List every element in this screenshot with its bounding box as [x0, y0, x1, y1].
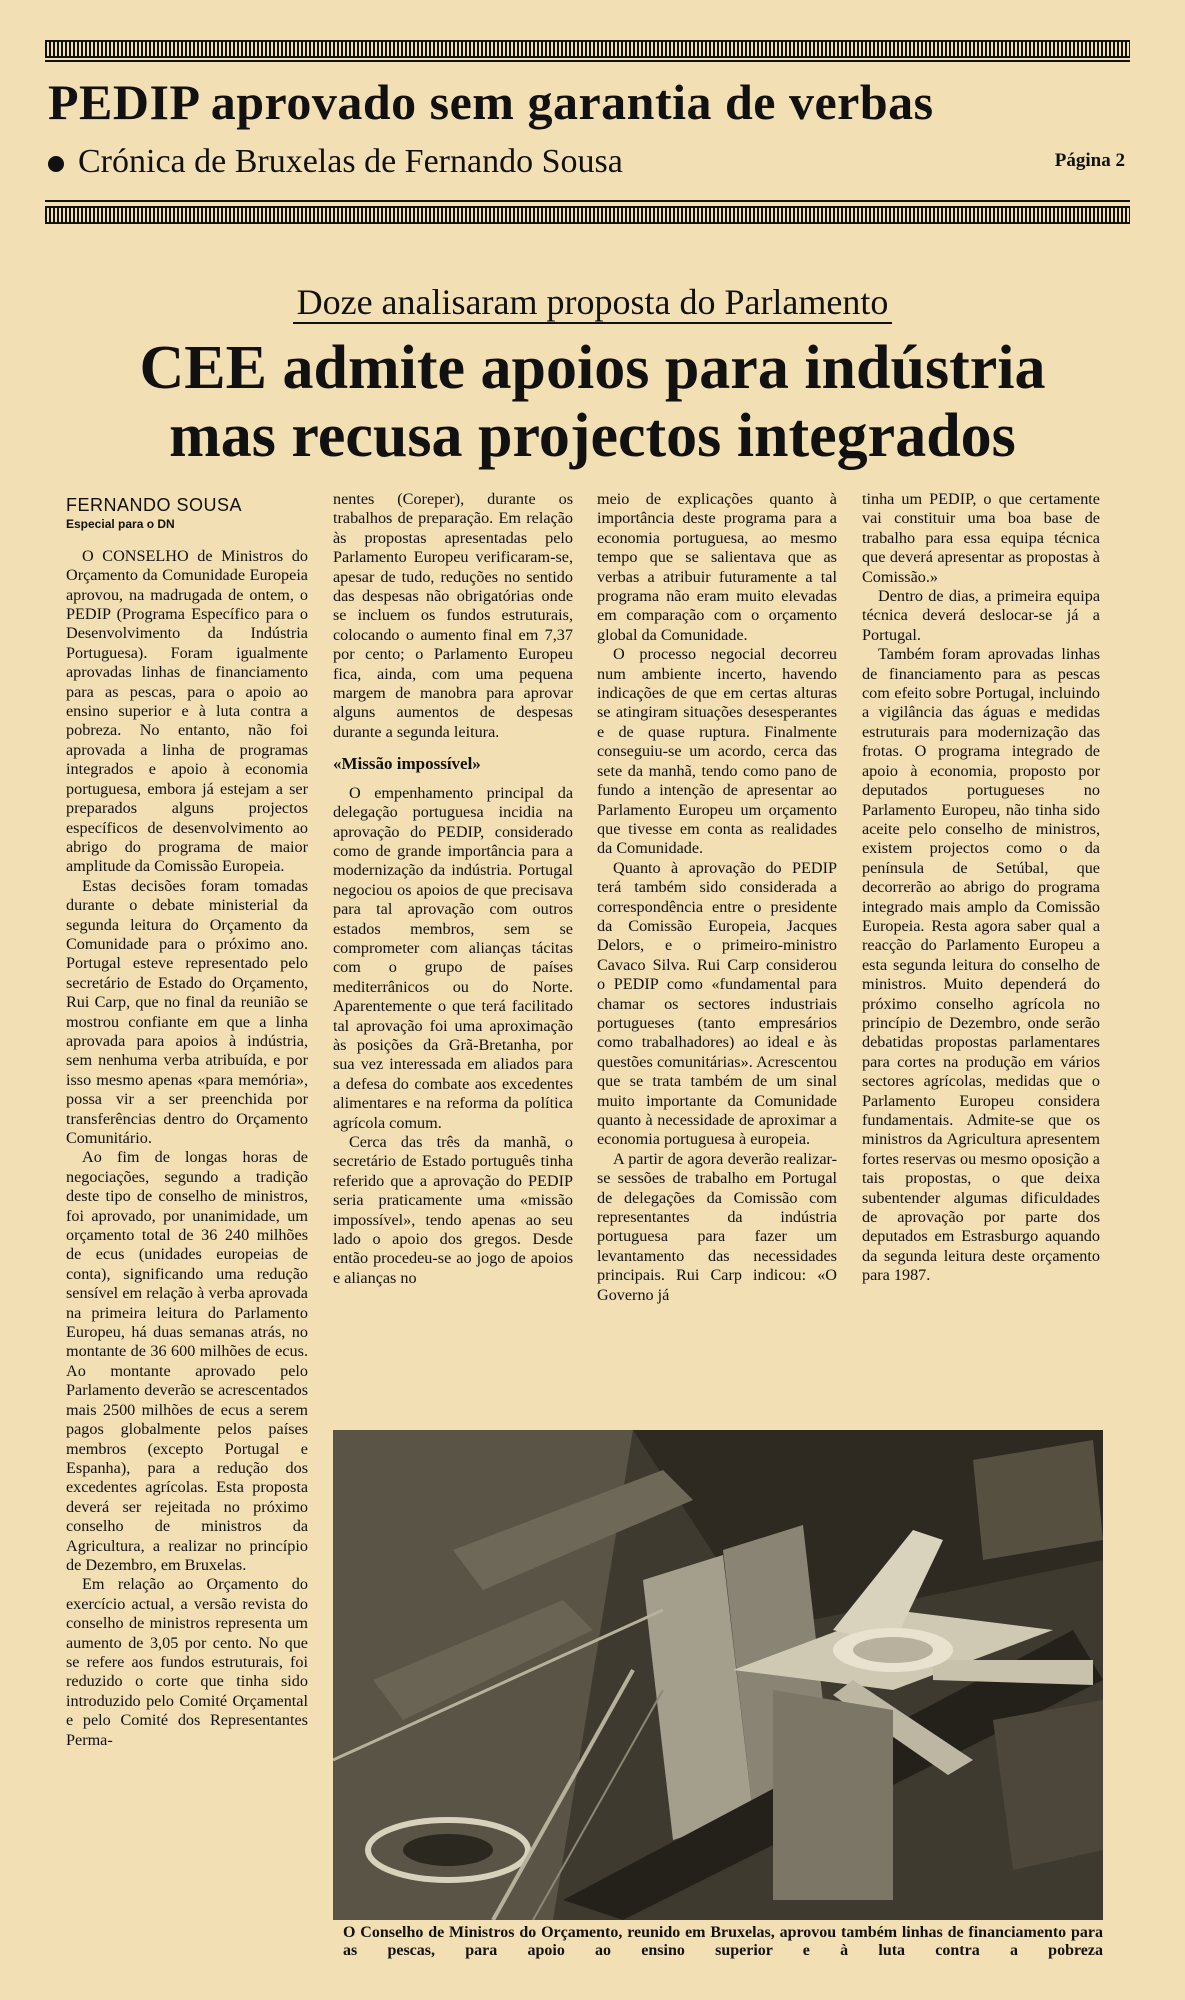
paragraph: Em relação ao Orçamento do exercício actual, a versão revista do conselho de ministros representa um aumento de 3,05 por cento. No que se refere aos fundos estruturais, foi reduzido o corte que tinha sido introduzido pelo Comité Orçamental e pelo Comité dos Representantes Perma- [66, 1575, 308, 1749]
column-1 [66, 490, 308, 1750]
top-thin-rule [45, 60, 1130, 62]
kicker-text: Doze analisaram proposta do Parlamento [293, 282, 893, 324]
headline-line-2: mas recusa projectos integrados [169, 402, 1016, 470]
paragraph: Cerca das três da manhã, o secretário de Estado português tinha referido que a aprovação do PEDIP seria praticamente uma «missão impossível», tendo apenas ao seu lado o apoio dos gregos. Desde então procedeu-se ao jogo de apoios e alianças no [333, 1133, 573, 1287]
banner-subline [48, 140, 623, 184]
banner-subline-text: Crónica de Bruxelas de Fernando Sousa [78, 143, 623, 180]
bottom-rule [45, 206, 1130, 224]
column-3 [597, 490, 837, 1305]
top-rule [45, 40, 1130, 58]
banner-page-ref: Página 2 [1054, 150, 1125, 171]
paragraph: Estas decisões foram tomadas durante o debate ministerial da segunda leitura do Orçamento da Comunidade para o próximo ano. Portugal esteve representado pelo secretário de Estado do Orçamento, Rui Carp, que no final da reunião se mostrou confiante em que a linha aprovada para apoios à indústria, sem nenhuma verba atribuída, e por isso mesmo apenas «para memória», possa vir a ser preenchida por transferências dentro do Orçamento Comunitário. [66, 876, 308, 1147]
paragraph: Também foram aprovadas linhas de financiamento para as pescas com efeito sobre Portugal, incluindo a vigilância das águas e medidas estruturais para modernização das frotas. O programa integrado de apoio à economia, proposto por deputados portugueses no Parlamento Europeu, não tinha sido aceite pelo conselho de ministros, existem projectos como o da península de Setúbal, que decorrerão ao abrigo do programa integrado mais amplo da Comissão Europeia. Resta agora saber qual a reacção do Parlamento Europeu a esta segunda leitura do conselho de ministros. Muito dependerá do próximo conselho agrícola no princípio de Dezembro, onde serão debatidas propostas parlamentares para cortes na produção em vários sectores agrícolas, medidas que o Parlamento Europeu considera fundamentais. Admite-se que os ministros da Agricultura apresentem fortes reservas ou mesmo oposição a tais propostas, o que deixa subentender algumas dificuldades de aprovação por parte dos deputados em Estrasburgo aquando da segunda leitura deste orçamento para 1987. [862, 645, 1100, 1285]
paragraph: meio de explicações quanto à importância deste programa para a economia portuguesa, ao mesmo tempo que se salientava que as verbas a atribuir futuramente a tal programa não eram muito elevadas em comparação com o orçamento global da Comunidade. [597, 490, 837, 644]
aerial-photo-image [333, 1430, 1103, 1920]
headline [20, 334, 1165, 470]
bottom-thin-rule [45, 200, 1130, 202]
paragraph: A partir de agora deverão realizar-se sessões de trabalho em Portugal de delegações da Comissão com representantes da indústria portuguesa para fazer um levantamento das necessidades principais. Rui Carp indicou: «O Governo já [597, 1149, 837, 1304]
bullet-icon [48, 156, 64, 172]
byline: FERNANDO SOUSA [66, 495, 243, 515]
photo-caption: O Conselho de Ministros do Orçamento, reunido em Bruxelas, aprovou também linhas de financiamento para as pescas, para apoio ao ensino superior e à luta contra a pobreza [343, 1924, 1103, 1959]
paragraph: nentes (Coreper), durante os trabalhos de preparação. Em relação às propostas apresentadas pelo Parlamento Europeu verificaram-se, apesar de tudo, reduções no sentido das despesas não obrigatórias onde se incluem os fundos estruturais, colocando o aumento final em 7,37 por cento; o Parlamento Europeu fica, ainda, com uma pequena margem de manobra para aprovar alguns aumentos de despesas durante a segunda leitura. [333, 490, 573, 741]
paragraph: Dentro de dias, a primeira equipa técnica deverá deslocar-se já a Portugal. [862, 587, 1100, 644]
paragraph: Quanto à aprovação do PEDIP terá também sido considerada a correspondência entre o presidente da Comissão Europeia, Jacques Delors, e o primeiro-ministro Cavaco Silva. Rui Carp considerou o PEDIP como «fundamental para chamar os sectores industriais portugueses (tanto empresários como trabalhadores) ao ideal e às questões comunitárias». Acrescentou que se trata também de um sinal muito importante da Comunidade quanto à necessidade de aproximar a economia portuguesa à europeia. [597, 858, 837, 1149]
paragraph: O CONSELHO de Ministros do Orçamento da Comunidade Europeia aprovou, na madrugada de ontem, o PEDIP (Programa Específico para o Desenvolvimento da Indústria Portuguesa). Foram igualmente aprovadas linhas de financiamento para as pescas, para o apoio ao ensino superior e à luta contra a pobreza. No entanto, não foi aprovada a linha de programas integrados e apoio à economia portuguesa, embora já estejam a ser preparados alguns projectos específicos de desenvolvimento ao abrigo do programa de maior amplitude da Comissão Europeia. [66, 546, 308, 876]
paragraph: Ao fim de longas horas de negociações, segundo a tradição deste tipo de conselho de ministros, foi aprovado, por unanimidade, um orçamento total de 36 240 milhões de ecus (unidades europeias de conta), significando uma redução sensível em relação à verba aprovada na primeira leitura do Parlamento Europeu, há duas semanas atrás, no montante de 36 600 milhões de ecus. Ao montante aprovado pelo Parlamento deverão se acrescentados mais 2500 milhões de ecus a serem pagos globalmente pelos países membros (excepto Portugal e Espanha), para a redução dos excedentes agrícolas. Esta proposta deverá ser rejeitada no próximo conselho de ministros da Agricultura, a realizar no princípio de Dezembro, em Bruxelas. [66, 1148, 308, 1574]
paragraph: O empenhamento principal da delegação portuguesa incidia na aprovação do PEDIP, considerado como de grande importância para a modernização da indústria. Portugal negociou os apoios de que precisava para tal aprovação com outros estados membros, sem se comprometer com alianças tácitas com o grupo de países mediterrânicos ou do Norte. Aparentemente o que terá facilitado tal aprovação foi uma aproximação às posições da Grã-Bretanha, por sua vez interessada em aliados para a defesa do combate aos excedentes alimentares e na reforma da política agrícola comum. [333, 783, 573, 1132]
kicker [0, 280, 1185, 324]
subhead: «Missão impossível» [333, 754, 481, 774]
byline-role: Especial para o DN [66, 517, 175, 532]
paragraph: tinha um PEDIP, o que certamente vai constituir uma boa base de trabalho para essa equipa técnica que deverá apresentar as propostas à Comissão.» [862, 490, 1100, 586]
paragraph: O processo negocial decorreu num ambiente incerto, havendo indicações de que em certas alturas se atingiram situações desesperantes e de quase ruptura. Finalmente conseguiu-se um acordo, cerca das sete da manhã, tendo como pano de fundo a intenção de apresentar ao Parlamento Europeu um orçamento que tivesse em conta as realidades da Comunidade. [597, 645, 837, 858]
column-4 [862, 490, 1100, 1286]
banner-headline: PEDIP aprovado sem garantia de verbas [48, 74, 934, 130]
headline-line-1: CEE admite apoios para indústria [139, 334, 1046, 402]
column-2 [333, 490, 573, 1288]
aerial-photo [333, 1430, 1103, 1920]
